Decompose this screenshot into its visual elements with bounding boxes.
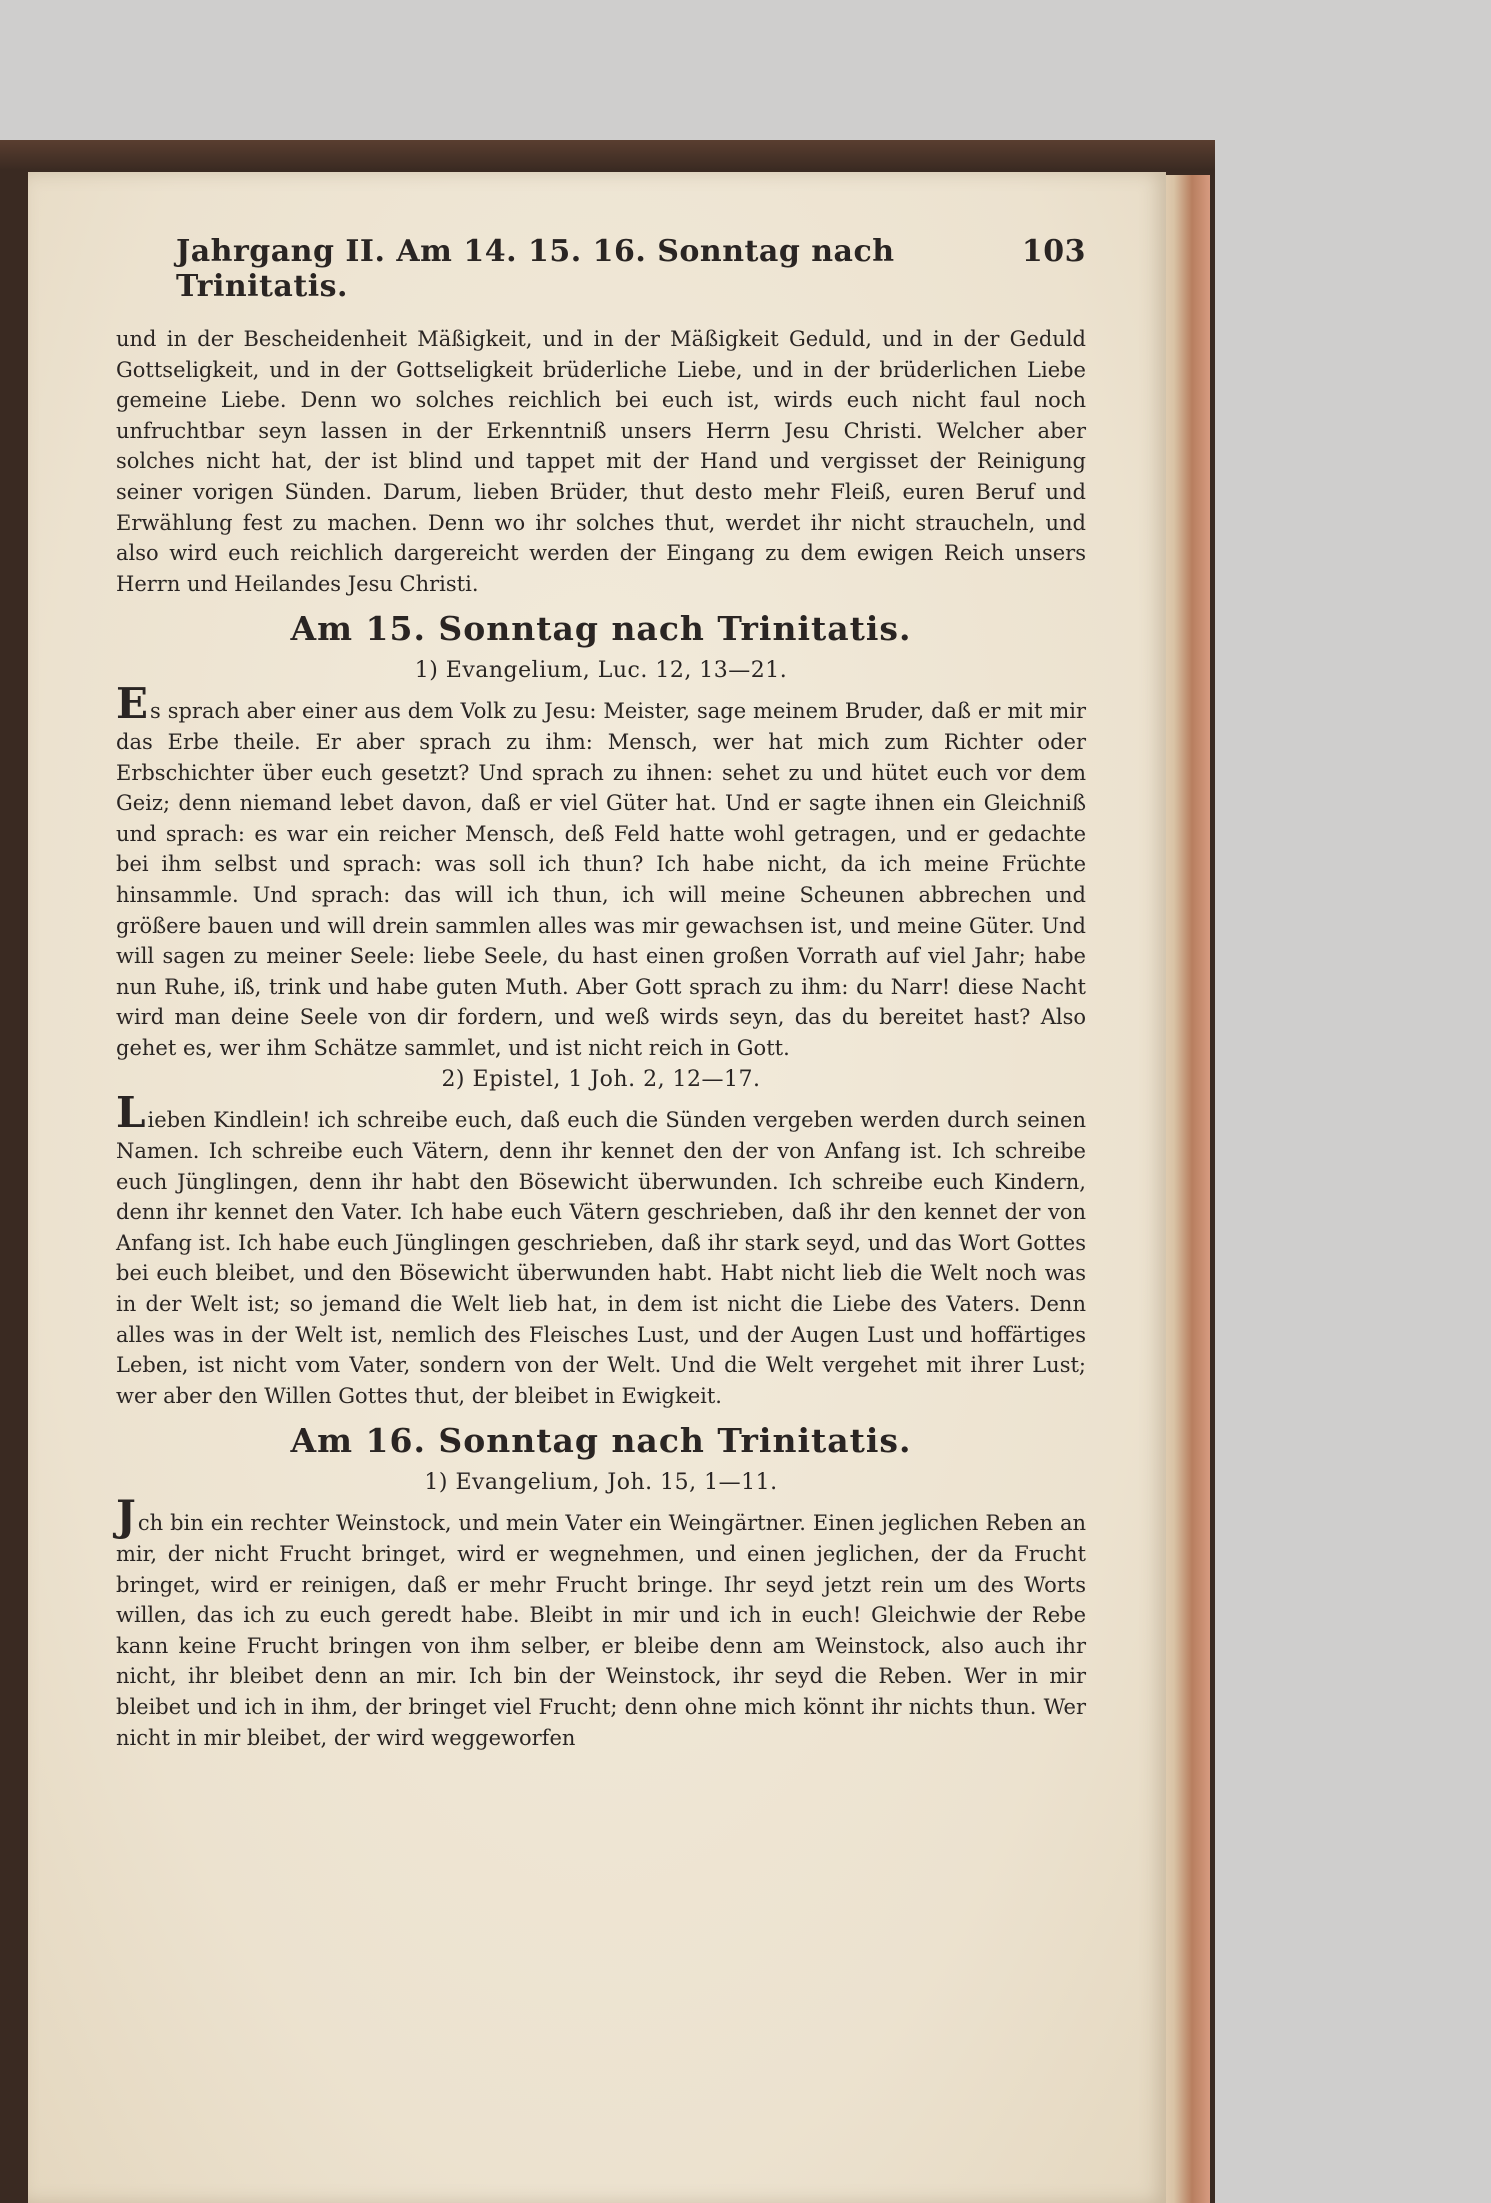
gospel-16-initial: J bbox=[116, 1491, 136, 1541]
book-top-edge bbox=[0, 140, 1215, 170]
section-16-gospel-heading: 1) Evangelium, Joh. 15, 1—11. bbox=[424, 1470, 778, 1496]
epistle-15-initial: L bbox=[116, 1088, 146, 1138]
section-15-epistle-heading: 2) Epistel, 1 Joh. 2, 12—17. bbox=[441, 1067, 761, 1093]
intro-paragraph: und in der Bescheidenheit Mäßigkeit, und in der Mäßigkeit Geduld, und in der Geduld Gottseligkeit, und in der Gottseligkeit brüderliche Liebe, und in der brüderlichen Liebe gemeine Liebe. Denn wo solches reichlich bei euch ist, wirds euch nicht faul noch unfruchtbar seyn lassen in der Erkenntniß unsers Herrn Jesu Christi. Welcher aber solches nicht hat, der ist blind und tappet mit der Hand und vergisset der Reinigung seiner vorigen Sünden. Darum, lieben Brüder, thut desto mehr Fleiß, euren Beruf und Erwählung fest zu machen. Denn wo ihr solches thut, werdet ihr nicht straucheln, und also wird euch reichlich dargereicht werden der Eingang zu dem ewigen Reich unsers Herrn und Heilandes Jesu Christi. bbox=[116, 327, 1086, 596]
section-15-gospel-text bbox=[116, 679, 1086, 1063]
running-header bbox=[116, 234, 1086, 304]
section-16-heading: Am 16. Sonntag nach Trinitatis. bbox=[290, 1421, 912, 1461]
section-15-epistle-text bbox=[116, 1088, 1086, 1411]
page-content bbox=[116, 234, 1086, 1753]
page-number: 103 bbox=[1021, 234, 1086, 269]
section-16-gospel-text bbox=[116, 1491, 1086, 1753]
gospel-15-body: s sprach aber einer aus dem Volk zu Jesu: Meister, sage meinem Bruder, daß er mit mir das Erbe theile. Er aber sprach zu ihm: Mensch, wer hat mich zum Richter oder Erbschichter über euch gesetzt? Und sprach zu ihnen: sehet zu und hütet euch vor dem Geiz; denn niemand lebet davon, daß er viel Güter hat. Und er sagte ihnen ein Gleichniß und sprach: es war ein reicher Mensch, deß Feld hatte wohl getragen, und er gedachte bei ihm selbst und sprach: was soll ich thun? Ich habe nicht, da ich meine Früchte hinsammle. Und sprach: das will ich thun, ich will meine Scheunen abbrechen und größere bauen und will drein sammlen alles was mir gewachsen ist, und meine Güter. Und will sagen zu meiner Seele: liebe Seele, du hast einen großen Vorrath auf viel Jahr; habe nun Ruhe, iß, trink und habe guten Muth. Aber Gott sprach zu ihm: du Narr! diese Nacht wird man deine Seele von dir fordern, und weß wirds seyn, das du bereitet hast? Also gehet es, wer ihm Schätze sammlet, und ist nicht reich in Gott. bbox=[116, 699, 1086, 1060]
gospel-15-initial: E bbox=[116, 679, 149, 729]
header-title: Jahrgang II. Am 14. 15. 16. Sonntag nach Trinitatis. bbox=[176, 234, 895, 304]
epistle-15-body: ieben Kindlein! ich schreibe euch, daß euch die Sünden vergeben werden durch seinen Namen. Ich schreibe euch Vätern, denn ihr kennet den der von Anfang ist. Ich schreibe euch Jünglingen, denn ihr habt den Bösewicht überwunden. Ich schreibe euch Kindern, denn ihr kennet den Vater. Ich habe euch Vätern geschrieben, daß ihr den kennet der von Anfang ist. Ich habe euch Jünglingen geschrieben, daß ihr stark seyd, und das Wort Gottes bei euch bleibet, und den Bösewicht überwunden habt. Habt nicht lieb die Welt noch was in der Welt ist; so jemand die Welt lieb hat, in dem ist nicht die Liebe des Vaters. Denn alles was in der Welt ist, nemlich des Fleisches Lust, und der Augen Lust und hoffärtiges Leben, ist nicht vom Vater, sondern von der Welt. Und die Welt vergehet mit ihrer Lust; wer aber den Willen Gottes thut, der bleibet in Ewigkeit. bbox=[116, 1108, 1086, 1408]
section-15-gospel-heading: 1) Evangelium, Luc. 12, 13—21. bbox=[414, 658, 788, 684]
section-15-heading: Am 15. Sonntag nach Trinitatis. bbox=[290, 609, 912, 649]
book-page bbox=[28, 172, 1166, 2203]
gospel-16-body: ch bin ein rechter Weinstock, und mein Vater ein Weingärtner. Einen jeglichen Reben an mir, der nicht Frucht bringet, wird er wegnehmen, und einen jeglichen, der da Frucht bringet, wird er reinigen, daß er mehr Frucht bringe. Ihr seyd jetzt rein um des Worts willen, das ich zu euch geredt habe. Bleibt in mir und ich in euch! Gleichwie der Rebe kann keine Frucht bringen von ihm selber, er bleibe denn am Weinstock, also auch ihr nicht, ihr bleibet denn an mir. Ich bin der Weinstock, ihr seyd die Reben. Wer in mir bleibet und ich in ihm, der bringet viel Frucht; denn ohne mich könnt ihr nichts thun. Wer nicht in mir bleibet, der wird weggeworfen bbox=[116, 1511, 1086, 1750]
